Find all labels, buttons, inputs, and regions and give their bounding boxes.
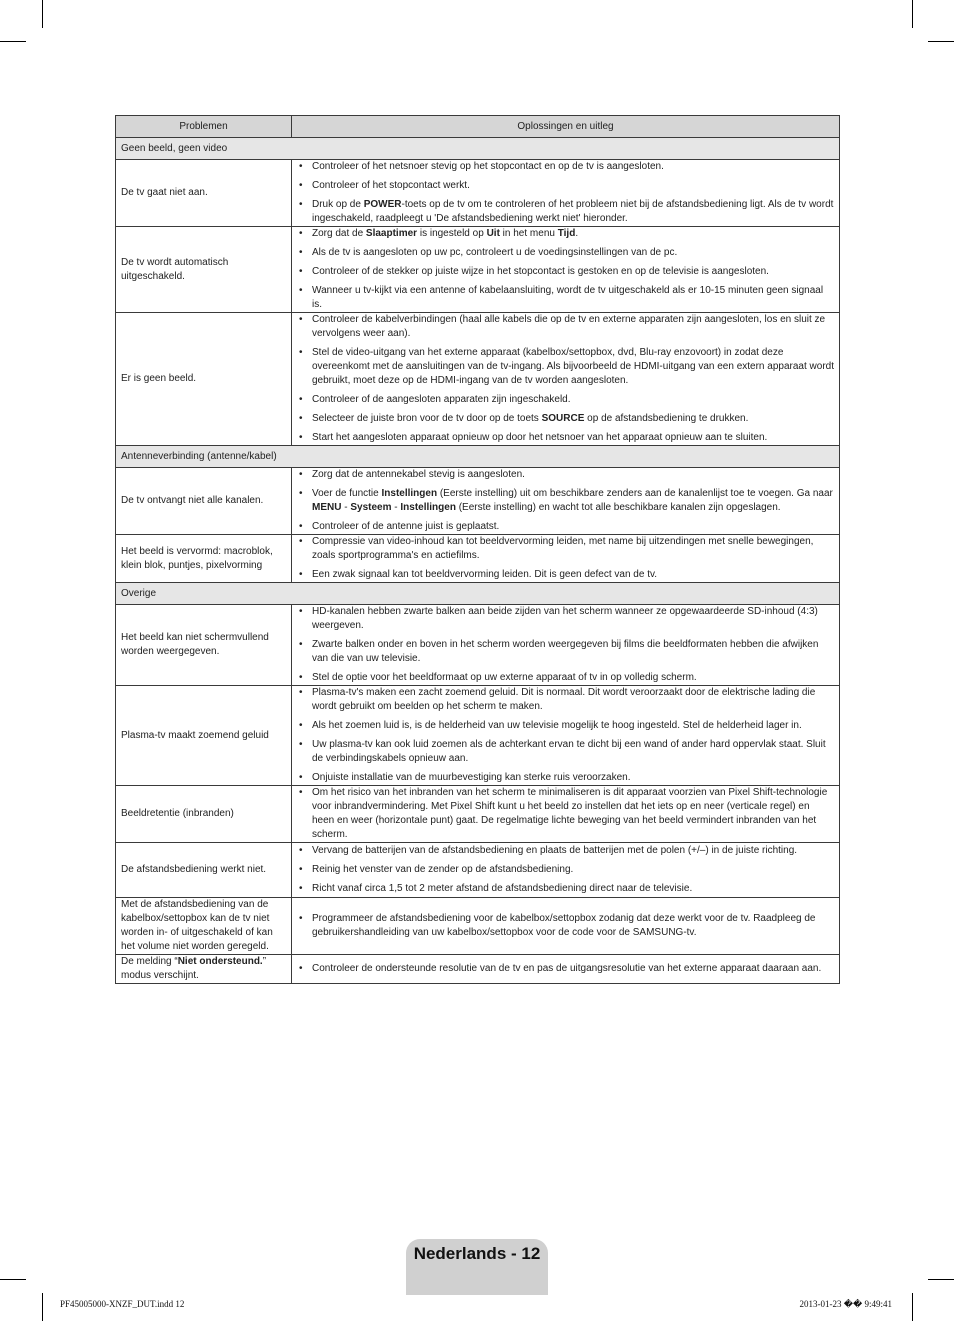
solution-item: • Zwarte balken onder en boven in het scherm worden weergegeven bij films die beeldformaten hebben die afwijken van die van uw televisie. (297, 638, 834, 666)
section-row (116, 446, 840, 468)
section-title: Overige (116, 583, 840, 605)
keyword-bold: POWER (363, 199, 402, 210)
solution-item: • Uw plasma-tv kan ook luid zoemen als de achterkant ervan te dicht bij een wand of ander hard oppervlak staat. Sluit de verbindingskabels opnieuw aan. (297, 738, 834, 766)
header-problem: Problemen (116, 116, 292, 138)
crop-mark (42, 1293, 43, 1321)
problem-cell: Er is geen beeld. (116, 313, 292, 446)
keyword-bold: Niet ondersteund. (177, 956, 263, 967)
solution-item: • Reinig het venster van de zender op de afstandsbediening. (297, 863, 834, 877)
solution-item: • Controleer of het netsnoer stevig op het stopcontact en op de tv is aangesloten. (297, 160, 834, 174)
keyword-bold: SOURCE (541, 413, 585, 424)
solution-item: • Controleer of de stekker op juiste wijze in het stopcontact is gestoken en op de televisie is aangesloten. (297, 265, 834, 279)
problem-cell: Het beeld is vervormd: macroblok, klein blok, puntjes, pixelvorming (116, 535, 292, 583)
solution-item: • Controleer of de aangesloten apparaten zijn ingeschakeld. (297, 393, 834, 407)
table-row (116, 955, 840, 984)
table-header-row (116, 116, 840, 138)
header-solution: Oplossingen en uitleg (292, 116, 840, 138)
table-row (116, 898, 840, 955)
solution-item: • Controleer of het stopcontact werkt. (297, 179, 834, 193)
problem-cell: De afstandsbediening werkt niet. (116, 843, 292, 898)
section-title: Antenneverbinding (antenne/kabel) (116, 446, 840, 468)
solution-cell (292, 160, 840, 227)
solution-item: • Onjuiste installatie van de muurbevestiging kan sterke ruis veroorzaken. (297, 771, 834, 785)
solution-cell (292, 605, 840, 686)
crop-mark (928, 41, 954, 42)
page-number-label: Nederlands - 12 (413, 1244, 541, 1263)
solution-item: • Plasma-tv's maken een zacht zoemend geluid. Dit is normaal. Dit wordt veroorzaakt door de elektrische lading die wordt gebruikt om beelden op het scherm te maken. (297, 686, 834, 714)
table-row (116, 227, 840, 313)
solution-item: • Druk op de POWER-toets op de tv om te controleren of het probleem niet bij de afstandsbediening ligt. Als de tv wordt ingeschakeld, raadpleegt u 'De afstandsbediening werkt niet' hieronder. (297, 198, 834, 226)
problem-cell: Plasma-tv maakt zoemend geluid (116, 686, 292, 786)
solution-item: • Controleer de ondersteunde resolutie van de tv en pas de uitgangsresolutie van het externe apparaat daaraan aan. (297, 962, 834, 976)
solution-item: • Wanneer u tv-kijkt via een antenne of kabelaansluiting, wordt de tv uitgeschakeld als er 10-15 minuten geen signaal is. (297, 284, 834, 312)
solution-item: • Vervang de batterijen van de afstandsbediening en plaats de batterijen met de polen (+/–) in de juiste richting. (297, 844, 834, 858)
solution-item: • Een zwak signaal kan tot beeldvervorming leiden. Dit is geen defect van de tv. (297, 568, 834, 582)
solution-cell (292, 686, 840, 786)
table-row (116, 468, 840, 535)
keyword-bold: Instellingen (400, 502, 456, 513)
solution-item: • Programmeer de afstandsbediening voor de kabelbox/settopbox zodanig dat deze werkt voor de tv. Raadpleeg de gebruikershandleiding van uw kabelbox/settopbox voor de code voor de SAMSUNG-tv. (297, 912, 834, 940)
solution-item: • Zorg dat de antennekabel stevig is aangesloten. (297, 468, 834, 482)
problem-cell: Beeldretentie (inbranden) (116, 786, 292, 843)
solution-item: • Start het aangesloten apparaat opnieuw op door het netsnoer van het apparaat opnieuw aan te sluiten. (297, 431, 834, 445)
solution-cell (292, 535, 840, 583)
crop-mark (0, 41, 26, 42)
footer-timestamp: 2013-01-23 �� 9:49:41 (799, 1299, 892, 1309)
keyword-bold: Systeem (350, 502, 392, 513)
solution-cell (292, 898, 840, 955)
solution-cell (292, 313, 840, 446)
solution-cell (292, 955, 840, 984)
solution-item: • Om het risico van het inbranden van het scherm te minimaliseren is dit apparaat voorzien van Pixel Shift-technologie voor inbrandvermindering. Met Pixel Shift kunt u het beeld zo instellen dat het iets op en neer (verticale regel) en heen en weer (horizontale punt) gaat. De regelmatige lichte beweging van het beeld vermindert inbranden van het scherm. (297, 786, 834, 842)
solution-item: • Zorg dat de Slaaptimer is ingesteld op Uit in het menu Tijd. (297, 227, 834, 241)
troubleshooting-table (115, 115, 840, 984)
crop-mark (0, 1279, 26, 1280)
section-row (116, 583, 840, 605)
table-row (116, 786, 840, 843)
solution-item: • Selecteer de juiste bron voor de tv door op de toets SOURCE op de afstandsbediening te drukken. (297, 412, 834, 426)
solution-item: • Controleer de kabelverbindingen (haal alle kabels die op de tv en externe apparaten zijn aangesloten, los en sluit ze vervolgens weer aan). (297, 313, 834, 341)
keyword-bold: MENU (312, 502, 342, 513)
table-row (116, 313, 840, 446)
solution-item: • Stel de video-uitgang van het externe apparaat (kabelbox/settopbox, dvd, Blu-ray enzovoort) in zodat deze overeenkomt met de aansluitingen van de tv-ingang. Als bijvoorbeeld de HDMI-uitgang van een extern apparaat wordt gebruikt, moet deze op de HDMI-ingang van de tv worden aangesloten. (297, 346, 834, 388)
crop-mark (912, 0, 913, 28)
table-row (116, 843, 840, 898)
keyword-bold: Tijd (557, 228, 576, 239)
section-row (116, 138, 840, 160)
crop-mark (42, 0, 43, 28)
problem-cell: Het beeld kan niet schermvullend worden weergegeven. (116, 605, 292, 686)
solution-item: • Stel de optie voor het beeldformaat op uw externe apparaat of tv in op volledig scherm. (297, 671, 834, 685)
solution-cell (292, 843, 840, 898)
section-title: Geen beeld, geen video (116, 138, 840, 160)
keyword-bold: Slaaptimer (365, 228, 418, 239)
crop-mark (912, 1293, 913, 1321)
solution-cell (292, 468, 840, 535)
problem-cell: De tv ontvangt niet alle kanalen. (116, 468, 292, 535)
solution-item: • Voer de functie Instellingen (Eerste instelling) uit om beschikbare zenders aan de kanalenlijst toe te voegen. Ga naar MENU - Systeem - Instellingen (Eerste instelling) en wacht tot alle beschikbare kanalen zijn opgeslagen. (297, 487, 834, 515)
problem-cell: De melding “Niet ondersteund.” modus verschijnt. (116, 955, 292, 984)
problem-cell: De tv wordt automatisch uitgeschakeld. (116, 227, 292, 313)
table-row (116, 686, 840, 786)
solution-item: • Als het zoemen luid is, is de helderheid van uw televisie mogelijk te hoog ingesteld. Stel de helderheid lager in. (297, 719, 834, 733)
problem-cell: De tv gaat niet aan. (116, 160, 292, 227)
solution-item: • HD-kanalen hebben zwarte balken aan beide zijden van het scherm wanneer ze opgewaardeerde SD-inhoud (4:3) weergeven. (297, 605, 834, 633)
solution-cell (292, 786, 840, 843)
keyword-bold: Instellingen (381, 488, 438, 499)
solution-cell (292, 227, 840, 313)
crop-mark (928, 1279, 954, 1280)
table-row (116, 535, 840, 583)
table-row (116, 160, 840, 227)
solution-item: • Compressie van video-inhoud kan tot beeldvervorming leiden, met name bij uitzendingen met snelle bewegingen, zoals sportprogramma's en actiefilms. (297, 535, 834, 563)
keyword-bold: Uit (486, 228, 500, 239)
problem-cell: Met de afstandsbediening van de kabelbox/settopbox kan de tv niet worden in- of uitgeschakeld of kan het volume niet worden geregeld. (116, 898, 292, 955)
footer-file-name: PF45005000-XNZF_DUT.indd 12 (60, 1299, 185, 1309)
solution-item: • Richt vanaf circa 1,5 tot 2 meter afstand de afstandsbediening direct naar de televisie. (297, 882, 834, 896)
solution-item: • Als de tv is aangesloten op uw pc, controleert u de voedingsinstellingen van de pc. (297, 246, 834, 260)
solution-item: • Controleer of de antenne juist is geplaatst. (297, 520, 834, 534)
table-row (116, 605, 840, 686)
